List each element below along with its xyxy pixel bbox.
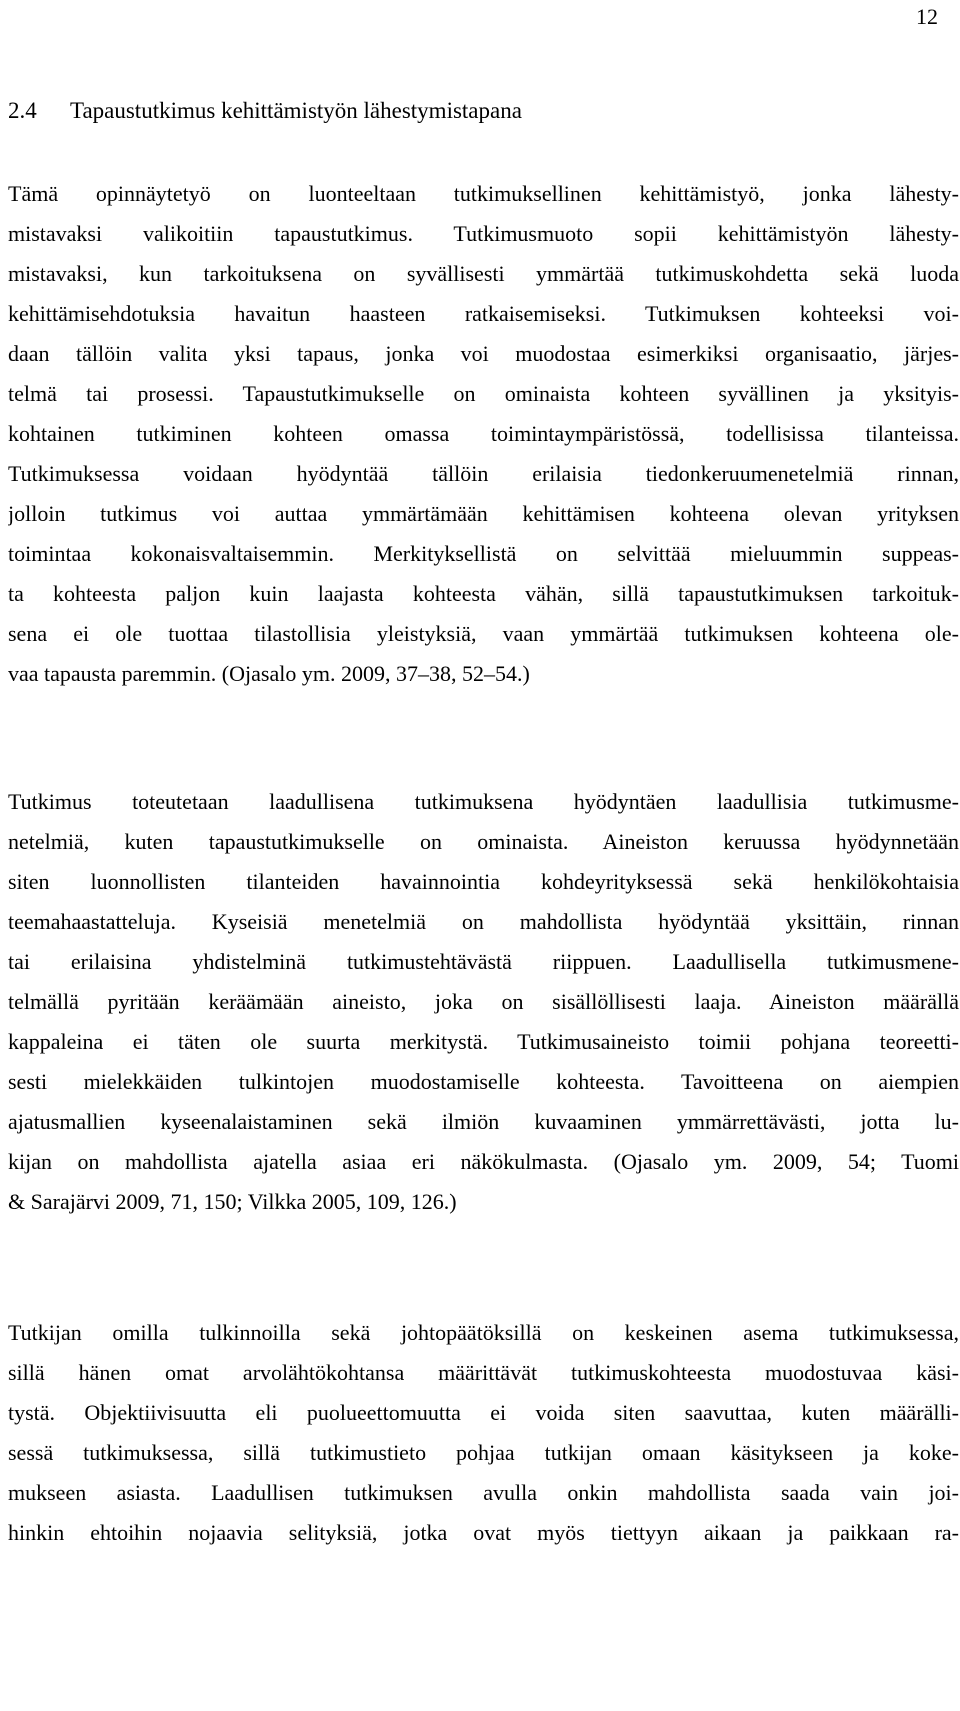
text-line: tystä. Objektiivisuutta eli puolueettomuutta ei voida siten saavuttaa, kuten määrälli-	[8, 1400, 959, 1425]
text-line: Tutkijan omilla tulkinnoilla sekä johtopäätöksillä on keskeinen asema tutkimuksessa,	[8, 1320, 959, 1345]
text-line: jolloin tutkimus voi auttaa ymmärtämään kehittämisen kohteena olevan yrityksen	[8, 501, 959, 526]
text-line: siten luonnollisten tilanteiden havainnointia kohdeyrityksessä sekä henkilökohtaisia	[8, 869, 959, 894]
text-line: vaa tapausta paremmin. (Ojasalo ym. 2009, 37–38, 52–54.)	[8, 661, 530, 686]
text-line: kappaleina ei täten ole suurta merkitystä. Tutkimusaineisto toimii pohjana teoreetti-	[8, 1029, 959, 1054]
text-line: ta kohteesta paljon kuin laajasta kohteesta vähän, sillä tapaustutkimuksen tarkoituk-	[8, 581, 959, 606]
paragraph-1	[8, 174, 959, 694]
text-line: netelmiä, kuten tapaustutkimukselle on ominaista. Aineiston keruussa hyödynnetään	[8, 829, 959, 854]
text-line: telmä tai prosessi. Tapaustutkimukselle on ominaista kohteen syvällinen ja yksityis-	[8, 381, 959, 406]
text-line: tai erilaisina yhdistelminä tutkimustehtävästä riippuen. Laadullisella tutkimusmene-	[8, 949, 959, 974]
text-line: daan tällöin valita yksi tapaus, jonka voi muodostaa esimerkiksi organisaatio, järjes-	[8, 341, 959, 366]
text-line: Tutkimuksessa voidaan hyödyntää tällöin erilaisia tiedonkeruumenetelmiä rinnan,	[8, 461, 959, 486]
section-heading	[8, 97, 522, 125]
text-line: kohtainen tutkiminen kohteen omassa toimintaympäristössä, todellisissa tilanteissa.	[8, 421, 959, 446]
text-line: mistavaksi valikoitiin tapaustutkimus. Tutkimusmuoto sopii kehittämistyön lähesty-	[8, 221, 959, 246]
paragraph-3	[8, 1313, 959, 1553]
text-line: kijan on mahdollista ajatella asiaa eri näkökulmasta. (Ojasalo ym. 2009, 54; Tuomi	[8, 1149, 959, 1174]
page-number: 12	[916, 4, 938, 29]
text-line: Tämä opinnäytetyö on luonteeltaan tutkimuksellinen kehittämistyö, jonka lähesty-	[8, 181, 959, 206]
text-line: toimintaa kokonaisvaltaisemmin. Merkityksellistä on selvittää mieluummin suppeas-	[8, 541, 959, 566]
text-line: & Sarajärvi 2009, 71, 150; Vilkka 2005, 109, 126.)	[8, 1189, 457, 1214]
text-line: mukseen asiasta. Laadullisen tutkimuksen avulla onkin mahdollista saada vain joi-	[8, 1480, 959, 1505]
section-number: 2.4	[8, 98, 37, 123]
text-line: ajatusmallien kyseenalaistaminen sekä ilmiön kuvaaminen ymmärrettävästi, jotta lu-	[8, 1109, 959, 1134]
text-line: Tutkimus toteutetaan laadullisena tutkimuksena hyödyntäen laadullisia tutkimusme-	[8, 789, 959, 814]
text-line: sesti mielekkäiden tulkintojen muodostamiselle kohteesta. Tavoitteena on aiempien	[8, 1069, 959, 1094]
text-line: mistavaksi, kun tarkoituksena on syvällisesti ymmärtää tutkimuskohdetta sekä luoda	[8, 261, 959, 286]
section-title: Tapaustutkimus kehittämistyön lähestymistapana	[70, 98, 522, 123]
text-line: sena ei ole tuottaa tilastollisia yleistyksiä, vaan ymmärtää tutkimuksen kohteena ole-	[8, 621, 959, 646]
text-line: kehittämisehdotuksia havaitun haasteen ratkaisemiseksi. Tutkimuksen kohteeksi voi-	[8, 301, 959, 326]
paragraph-2	[8, 782, 959, 1222]
text-line: teemahaastatteluja. Kyseisiä menetelmiä on mahdollista hyödyntää yksittäin, rinnan	[8, 909, 959, 934]
text-line: sessä tutkimuksessa, sillä tutkimustieto pohjaa tutkijan omaan käsitykseen ja koke-	[8, 1440, 959, 1465]
text-line: telmällä pyritään keräämään aineisto, joka on sisällöllisesti laaja. Aineiston määrällä	[8, 989, 959, 1014]
text-line: hinkin ehtoihin nojaavia selityksiä, jotka ovat myös tiettyyn aikaan ja paikkaan ra-	[8, 1520, 959, 1545]
text-line: sillä hänen omat arvolähtökohtansa määrittävät tutkimuskohteesta muodostuvaa käsi-	[8, 1360, 959, 1385]
